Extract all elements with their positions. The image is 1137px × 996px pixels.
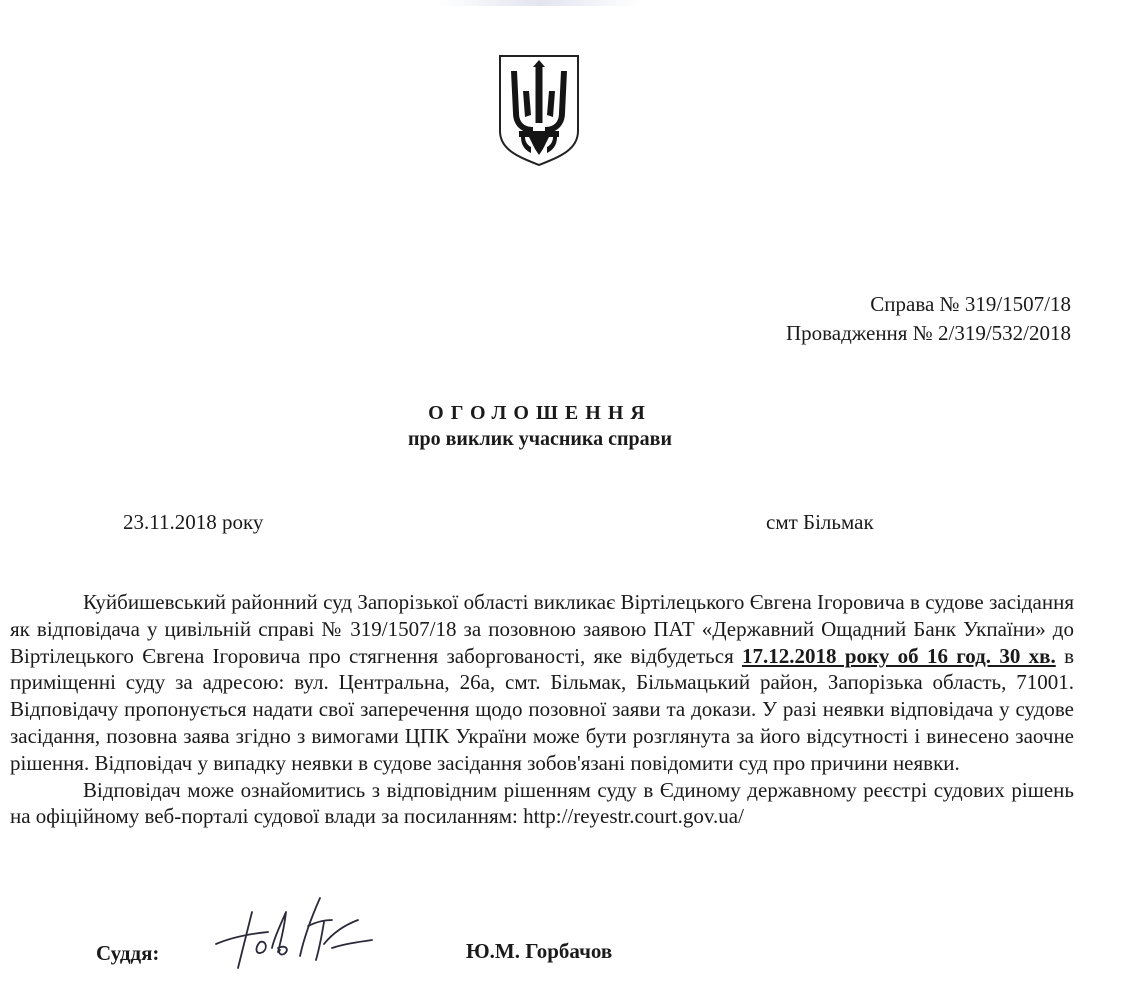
- handwritten-signature: [208, 882, 378, 974]
- judge-label: Суддя:: [96, 941, 160, 965]
- judge-name: Ю.М. Горбачов: [466, 939, 613, 963]
- notice-title: ОГОЛОШЕННЯ: [428, 402, 652, 424]
- coat-of-arms-icon: [497, 53, 581, 168]
- case-references: [786, 290, 1071, 348]
- hearing-datetime: 17.12.2018 року об 16 год. 30 хв.: [742, 643, 1056, 668]
- notice-body: [10, 589, 1074, 830]
- paragraph-registry: Відповідач може ознайомитись з відповідним рішенням суду в Єдиному державному реєстрі судових рішень на офіційному веб-порталі судової влади за посиланням: http://reyestr.court.gov.ua/: [10, 777, 1074, 829]
- notice-place: смт Більмак: [766, 510, 874, 534]
- summons-text-end: в приміщенні суду за адресою: вул. Центральна, 26а, смт. Більмак, Більмацький район, Запорізька область, 71001. Відповідачу пропонується надати свої заперечення щодо позовної заяви та докази. У разі неявки відповідача у судове засідання, позовна заява згідно з вимогами ЦПК України може бути розглянута за його відсутності і винесено заочне рішення. Відповідач у випадку неявки в судове засідання зобов'язані повідомити суд про причини неявки.: [10, 643, 1074, 775]
- notice-subtitle: про виклик учасника справи: [407, 428, 673, 450]
- scan-artifact: [440, 0, 640, 6]
- notice-date: 23.11.2018 року: [123, 510, 264, 534]
- summons-text-start: Куйбишевський районний суд Запорізької області викликає Віртілецького Євгена Ігоровича в судове засідання як відповідача у цивільній справі № 319/1507/18 за позовною заявою ПАТ «Державний Ощадний Банк Укпаїни» до Віртілецького Євгена Ігоровича про стягнення заборгованості, яке відбудеться: [10, 590, 1074, 668]
- proceedings-number: Провадження № 2/319/532/2018: [785, 321, 1071, 345]
- paragraph-summons: [10, 589, 1074, 777]
- case-number: Справа № 319/1507/18: [870, 292, 1071, 316]
